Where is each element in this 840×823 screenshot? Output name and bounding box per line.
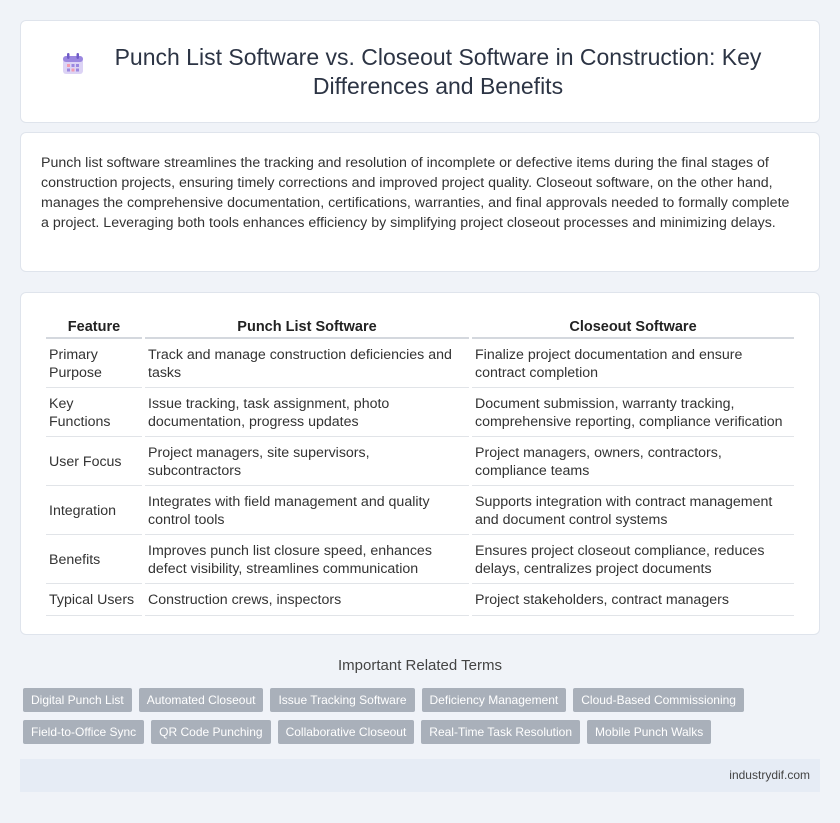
comparison-table — [43, 313, 797, 616]
row-feature: Typical Users — [46, 584, 142, 616]
footer — [20, 759, 820, 792]
tag-row-2 — [23, 720, 823, 744]
tag-row-1 — [23, 688, 823, 712]
title-card — [20, 20, 820, 123]
row-punch-list: Improves punch list closure speed, enhances defect visibility, streamlines communication — [145, 535, 469, 584]
row-closeout: Supports integration with contract management and document control systems — [472, 486, 794, 535]
row-closeout: Ensures project closeout compliance, reduces delays, centralizes project documents — [472, 535, 794, 584]
table-header-row — [46, 313, 794, 339]
table-row — [46, 388, 794, 437]
intro-card — [20, 132, 820, 272]
row-punch-list: Construction crews, inspectors — [145, 584, 469, 616]
row-closeout: Project managers, owners, contractors, compliance teams — [472, 437, 794, 486]
tag-mobile-punch-walks[interactable]: Mobile Punch Walks — [587, 720, 711, 744]
row-punch-list: Project managers, site supervisors, subcontractors — [145, 437, 469, 486]
row-punch-list: Integrates with field management and quality control tools — [145, 486, 469, 535]
header-feature: Feature — [46, 313, 142, 339]
tag-field-to-office-sync[interactable]: Field-to-Office Sync — [23, 720, 144, 744]
footer-site[interactable]: industrydif.com — [729, 768, 810, 782]
tag-real-time-task-resolution[interactable]: Real-Time Task Resolution — [421, 720, 580, 744]
related-terms-title: Important Related Terms — [338, 657, 502, 674]
tag-deficiency-management[interactable]: Deficiency Management — [422, 688, 567, 712]
row-feature: Benefits — [46, 535, 142, 584]
tag-digital-punch-list[interactable]: Digital Punch List — [23, 688, 132, 712]
table-row — [46, 535, 794, 584]
row-feature: Primary Purpose — [46, 339, 142, 388]
row-punch-list: Track and manage construction deficiencies and tasks — [145, 339, 469, 388]
intro-paragraph: Punch list software streamlines the tracking and resolution of incomplete or defective items during the final stages of construction projects, ensuring timely corrections and improved project quality. Closeout software, on the other hand, manages the comprehensive documentation, certifications, warranties, and final approvals needed to formally complete a project. Leveraging both tools enhances efficiency by simplifying project closeout processes and minimizing delays. — [41, 155, 790, 231]
table-row — [46, 584, 794, 616]
row-feature: Integration — [46, 486, 142, 535]
row-closeout: Finalize project documentation and ensure contract completion — [472, 339, 794, 388]
related-tags — [23, 688, 823, 752]
row-feature: User Focus — [46, 437, 142, 486]
header-closeout: Closeout Software — [472, 313, 794, 339]
header-punch-list: Punch List Software — [145, 313, 469, 339]
comparison-table-card — [20, 292, 820, 635]
tag-issue-tracking-software[interactable]: Issue Tracking Software — [270, 688, 414, 712]
page-title: Punch List Software vs. Closeout Software in Construction: Key Differences and Benefits — [114, 43, 762, 99]
table-row — [46, 437, 794, 486]
row-closeout: Project stakeholders, contract managers — [472, 584, 794, 616]
tag-automated-closeout[interactable]: Automated Closeout — [139, 688, 264, 712]
tag-qr-code-punching[interactable]: QR Code Punching — [151, 720, 270, 744]
row-closeout: Document submission, warranty tracking, comprehensive reporting, compliance verification — [472, 388, 794, 437]
row-feature: Key Functions — [46, 388, 142, 437]
tag-collaborative-closeout[interactable]: Collaborative Closeout — [278, 720, 415, 744]
tag-cloud-based-commissioning[interactable]: Cloud-Based Commissioning — [573, 688, 744, 712]
table-row — [46, 339, 794, 388]
calendar-icon — [60, 51, 86, 77]
title-wrap — [60, 43, 780, 101]
row-punch-list: Issue tracking, task assignment, photo documentation, progress updates — [145, 388, 469, 437]
table-row — [46, 486, 794, 535]
